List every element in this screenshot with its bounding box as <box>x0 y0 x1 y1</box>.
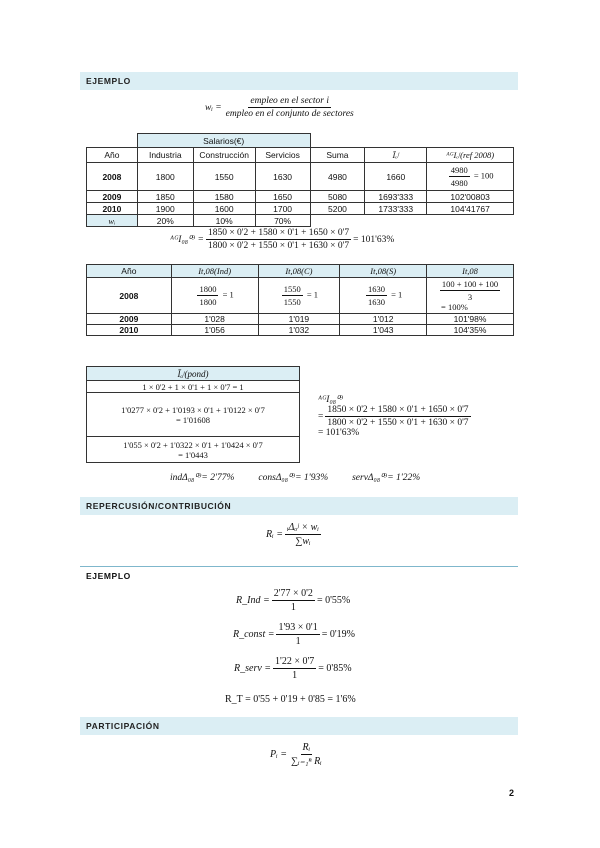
section-title: REPERCUSIÓN/CONTRIBUCIÓN <box>86 501 232 511</box>
section-title: PARTICIPACIÓN <box>86 721 160 731</box>
r-ind-equation: R_Ind = $\frac{2'77 \times 0'2}{1}$ = 0'55% <box>236 588 351 613</box>
table-row: 2008 $\frac{1800}{1800}$ = 1 $\frac{1550}{1550}$ = 1 $\frac{1630}{1630}$ = 1 $\frac{100 + 100 + 100}{3}$ = 100% <box>87 278 514 314</box>
table-header-row: Año Industria Construcción Servicios Suma Īₒʲ ᴬᴳIₒʲ(ref 2008) <box>87 148 514 163</box>
pond-table: Īₒʲ(pond) 1 × 0'2 + 1 × 0'1 + 1 × 0'7 = 1 1'0277 × 0'2 + 1'0193 × 0'1 + 1'0122 × 0'7 = 1'01608 1'055 × 0'2 + 1'0322 × 0'1 + 1'0424 × 0'7 = 1'0443 <box>86 366 300 463</box>
section-band-participacion <box>80 717 518 735</box>
table-row: 2009 1850 1580 1650 5080 1693'333 102'00803 <box>87 191 514 203</box>
table-row: 2008 1800 1550 1630 4980 1660 $\frac{4980}{4980}$ = 100 <box>87 163 514 191</box>
page-number: 2 <box>508 788 514 798</box>
index-table <box>86 264 514 336</box>
r-total-equation: R_T = 0'55 + 0'19 + 0'85 = 1'6% <box>225 694 356 705</box>
delta-values: indΔ₀₈⁰⁹= 2'77% consΔ₀₈⁰⁹= 1'93% servΔ₀₈⁰⁹= 1'22% <box>170 473 421 483</box>
table-row: 2010 1900 1600 1700 5200 1733'333 104'41767 <box>87 203 514 215</box>
r-const-equation: R_const = $\frac{1'93 \times 0'1}{1}$ = 0'19% <box>233 622 355 647</box>
wages-table <box>86 133 514 227</box>
participation-formula: Pᵢ = $\frac{\text{Rᵢ}}{\text{∑ᵢ₌₁ⁿ Rᵢ}}$ <box>270 742 322 767</box>
section-title-ejemplo: EJEMPLO <box>86 571 131 581</box>
section-band-ejemplo <box>80 72 518 90</box>
r-serv-equation: R_serv = $\frac{1'22 \times 0'7}{1}$ = 0'85% <box>234 656 352 681</box>
table-header-row: Año It,08(Ind) It,08(C) It,08(S) It,08 <box>87 265 514 278</box>
group-header: Salarios(€) <box>137 134 310 148</box>
ag-index-equation: ᴬᴳI₀₈⁰⁹ = $\frac{1850 \times 0'2 + 1580 \times 0'1 + 1650 \times 0'7}{1800 \times 0'2 + 1550 \times 0'1 + 1630 \times 0'7}$ = 101'63% <box>170 228 395 251</box>
weight-formula: wᵢ = $\frac{\text{empleo en el sector i}}{\text{empleo en el conjunto de sectores}}$ <box>205 96 354 119</box>
weights-row: wᵢ 20% 10% 70% <box>87 215 514 227</box>
divider <box>80 566 518 567</box>
repercussion-formula: Rᵢ = $\frac{\text{ᵢΔₒʲ × wᵢ}}{\text{∑wᵢ}}$ <box>266 522 319 547</box>
side-ag-equation: ᴬᴳI₀₈⁰⁹ = $\frac{1850 \times 0'2 + 1580 \times 0'1 + 1650 \times 0'7}{1800 \times 0'2 + 1550 \times 0'1 + 1630 \times 0'7}$ = 101'63% <box>318 395 469 438</box>
section-band-repercusion <box>80 497 518 515</box>
section-title: EJEMPLO <box>86 76 131 86</box>
table-row: 2010 1'056 1'032 1'043 104'35% <box>87 325 514 336</box>
table-row: 2009 1'028 1'019 1'012 101'98% <box>87 314 514 325</box>
